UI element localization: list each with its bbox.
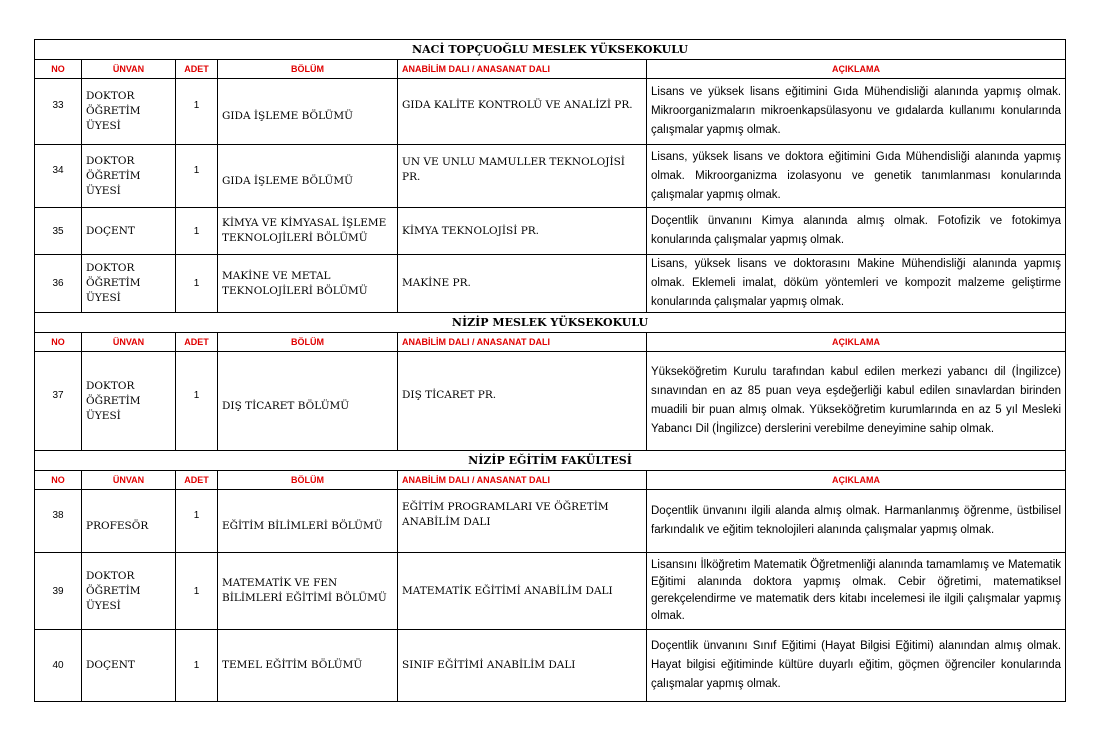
row-aciklama: Lisans, yüksek lisans ve doktora eğitimini Gıda Mühendisliği alanında yapmış olmak. Mikroorganizma izolasyonu ve genetik tanımlanması konularında çalışmalar yapmış olmak. bbox=[647, 145, 1066, 208]
row-anabilim: KİMYA TEKNOLOJİSİ PR. bbox=[398, 208, 647, 255]
header-row bbox=[35, 333, 1066, 352]
row-no: 39 bbox=[35, 553, 82, 630]
section-title-row bbox=[35, 451, 1066, 471]
row-unvan: DOKTOR ÖĞRETİM ÜYESİ bbox=[82, 145, 176, 208]
row-anabilim: EĞİTİM PROGRAMLARI VE ÖĞRETİM ANABİLİM DALI bbox=[402, 501, 609, 528]
row-aciklama: Lisans ve yüksek lisans eğitimini Gıda Mühendisliği alanında yapmış olmak. Mikroorganizmaların mikroenkapsülasyonu ve gıdalarda kullanımı konularında çalışmalar yapmış olmak. bbox=[647, 79, 1066, 145]
row-unvan: DOKTOR ÖĞRETİM ÜYESİ bbox=[82, 553, 176, 630]
row-no: 34 bbox=[52, 164, 64, 176]
header-adet: ADET bbox=[176, 471, 218, 490]
header-no: NO bbox=[35, 471, 82, 490]
row-aciklama: Lisans, yüksek lisans ve doktorasını Makine Mühendisliği alanında yapmış olmak. Eklemeli imalat, döküm yöntemleri ve kompozit malzeme geliştirme konularında çalışmalar yapmış olmak. bbox=[647, 255, 1066, 313]
header-aciklama: AÇIKLAMA bbox=[647, 471, 1066, 490]
row-no: 36 bbox=[35, 255, 82, 313]
row-unvan: DOKTOR ÖĞRETİM ÜYESİ bbox=[82, 79, 176, 145]
row-no: 40 bbox=[35, 630, 82, 702]
row-anabilim: SINIF EĞİTİMİ ANABİLİM DALI bbox=[398, 630, 647, 702]
table-row bbox=[35, 79, 1066, 145]
table-row bbox=[35, 352, 1066, 451]
row-no: 37 bbox=[52, 389, 64, 401]
row-bolum: MATEMATİK VE FEN BİLİMLERİ EĞİTİMİ BÖLÜMÜ bbox=[218, 553, 398, 630]
table-row bbox=[35, 490, 1066, 553]
row-aciklama: Yükseköğretim Kurulu tarafından kabul edilen merkezi yabancı dil (İngilizce) sınavından en az 85 puan veya eşdeğerliği kabul edilen sınavlardan birinden muadili bir puan almış olmak. Yükseköğretim kurumlarında en az 5 yıl Mesleki Yabancı Dil (İngilizce) derslerini verebilme deneyimine sahip olmak. bbox=[647, 352, 1066, 451]
row-aciklama: Lisansını İlköğretim Matematik Öğretmenliği alanında tamamlamış ve Matematik Eğitimi alanında doktora yapmış olmak. Cebir öğretimi, matematiksel gerekçelendirme ve matematik ders kitabı incelemesi ile ilgili çalışmalar yapmış olmak. bbox=[647, 553, 1066, 630]
header-anabilim: ANABİLİM DALI / ANASANAT DALI bbox=[398, 471, 647, 490]
row-unvan: DOÇENT bbox=[82, 208, 176, 255]
row-bolum: GIDA İŞLEME BÖLÜMÜ bbox=[222, 110, 353, 122]
row-anabilim: UN VE UNLU MAMULLER TEKNOLOJİSİ PR. bbox=[402, 156, 625, 183]
row-adet: 1 bbox=[176, 208, 218, 255]
header-aciklama: AÇIKLAMA bbox=[647, 60, 1066, 79]
row-anabilim: DIŞ TİCARET PR. bbox=[402, 388, 497, 401]
header-unvan: ÜNVAN bbox=[82, 333, 176, 352]
section-title-row bbox=[35, 313, 1066, 333]
row-adet: 1 bbox=[193, 389, 200, 401]
row-adet: 1 bbox=[176, 630, 218, 702]
row-adet: 1 bbox=[193, 100, 200, 111]
header-adet: ADET bbox=[176, 60, 218, 79]
header-anabilim: ANABİLİM DALI / ANASANAT DALI bbox=[398, 60, 647, 79]
row-aciklama: Doçentlik ünvanını Sınıf Eğitimi (Hayat Bilgisi Eğitimi) alanından almış olmak. Hayat bilgisi eğitiminde kültüre duyarlı eğitim, göçmen öğrenciler konularında çalışmalar yapmış olmak. bbox=[647, 630, 1066, 702]
row-unvan: DOKTOR ÖĞRETİM ÜYESİ bbox=[82, 255, 176, 313]
row-no: 33 bbox=[52, 100, 64, 111]
table-row bbox=[35, 145, 1066, 208]
row-bolum: MAKİNE VE METAL TEKNOLOJİLERİ BÖLÜMÜ bbox=[218, 255, 398, 313]
row-bolum: GIDA İŞLEME BÖLÜMÜ bbox=[222, 174, 353, 187]
header-unvan: ÜNVAN bbox=[82, 60, 176, 79]
row-bolum: KİMYA VE KİMYASAL İŞLEME TEKNOLOJİLERİ BÖLÜMÜ bbox=[218, 208, 398, 255]
row-bolum: TEMEL EĞİTİM BÖLÜMÜ bbox=[218, 630, 398, 702]
row-adet: 1 bbox=[176, 255, 218, 313]
table-row bbox=[35, 553, 1066, 630]
row-unvan: DOÇENT bbox=[82, 630, 176, 702]
row-no: 35 bbox=[35, 208, 82, 255]
table-row bbox=[35, 255, 1066, 313]
table-row bbox=[35, 208, 1066, 255]
row-unvan: PROFESÖR bbox=[86, 519, 149, 532]
row-bolum: EĞİTİM BİLİMLERİ BÖLÜMÜ bbox=[222, 519, 383, 532]
row-no: 38 bbox=[52, 509, 64, 521]
row-anabilim: MATEMATİK EĞİTİMİ ANABİLİM DALI bbox=[398, 553, 647, 630]
row-aciklama: Doçentlik ünvanını ilgili alanda almış olmak. Harmanlanmış öğrenme, üstbilisel farkındalık ve eğitim teknolojileri alanında çalışmalar yapmış olmak. bbox=[647, 490, 1066, 553]
row-adet: 1 bbox=[176, 553, 218, 630]
section-title: NACİ TOPÇUOĞLU MESLEK YÜKSEKOKULU bbox=[35, 40, 1066, 60]
row-bolum: DIŞ TİCARET BÖLÜMÜ bbox=[222, 399, 350, 412]
header-row bbox=[35, 471, 1066, 490]
header-bolum: BÖLÜM bbox=[218, 60, 398, 79]
header-row bbox=[35, 60, 1066, 79]
row-adet: 1 bbox=[193, 509, 200, 521]
row-adet: 1 bbox=[193, 164, 200, 176]
section-title-row bbox=[35, 40, 1066, 60]
row-anabilim: MAKİNE PR. bbox=[398, 255, 647, 313]
header-no: NO bbox=[35, 60, 82, 79]
header-no: NO bbox=[35, 333, 82, 352]
table-row bbox=[35, 630, 1066, 702]
header-adet: ADET bbox=[176, 333, 218, 352]
section-title: NİZİP EĞİTİM FAKÜLTESİ bbox=[35, 451, 1066, 471]
section-title: NİZİP MESLEK YÜKSEKOKULU bbox=[35, 313, 1066, 333]
row-anabilim: GIDA KALİTE KONTROLÜ VE ANALİZİ PR. bbox=[402, 99, 633, 111]
header-aciklama: AÇIKLAMA bbox=[647, 333, 1066, 352]
header-anabilim: ANABİLİM DALI / ANASANAT DALI bbox=[398, 333, 647, 352]
row-unvan: DOKTOR ÖĞRETİM ÜYESİ bbox=[82, 352, 176, 451]
header-bolum: BÖLÜM bbox=[218, 471, 398, 490]
row-aciklama: Doçentlik ünvanını Kimya alanında almış olmak. Fotofizik ve fotokimya konularında çalışmalar yapmış olmak. bbox=[647, 208, 1066, 255]
header-bolum: BÖLÜM bbox=[218, 333, 398, 352]
positions-table bbox=[34, 39, 1066, 702]
header-unvan: ÜNVAN bbox=[82, 471, 176, 490]
